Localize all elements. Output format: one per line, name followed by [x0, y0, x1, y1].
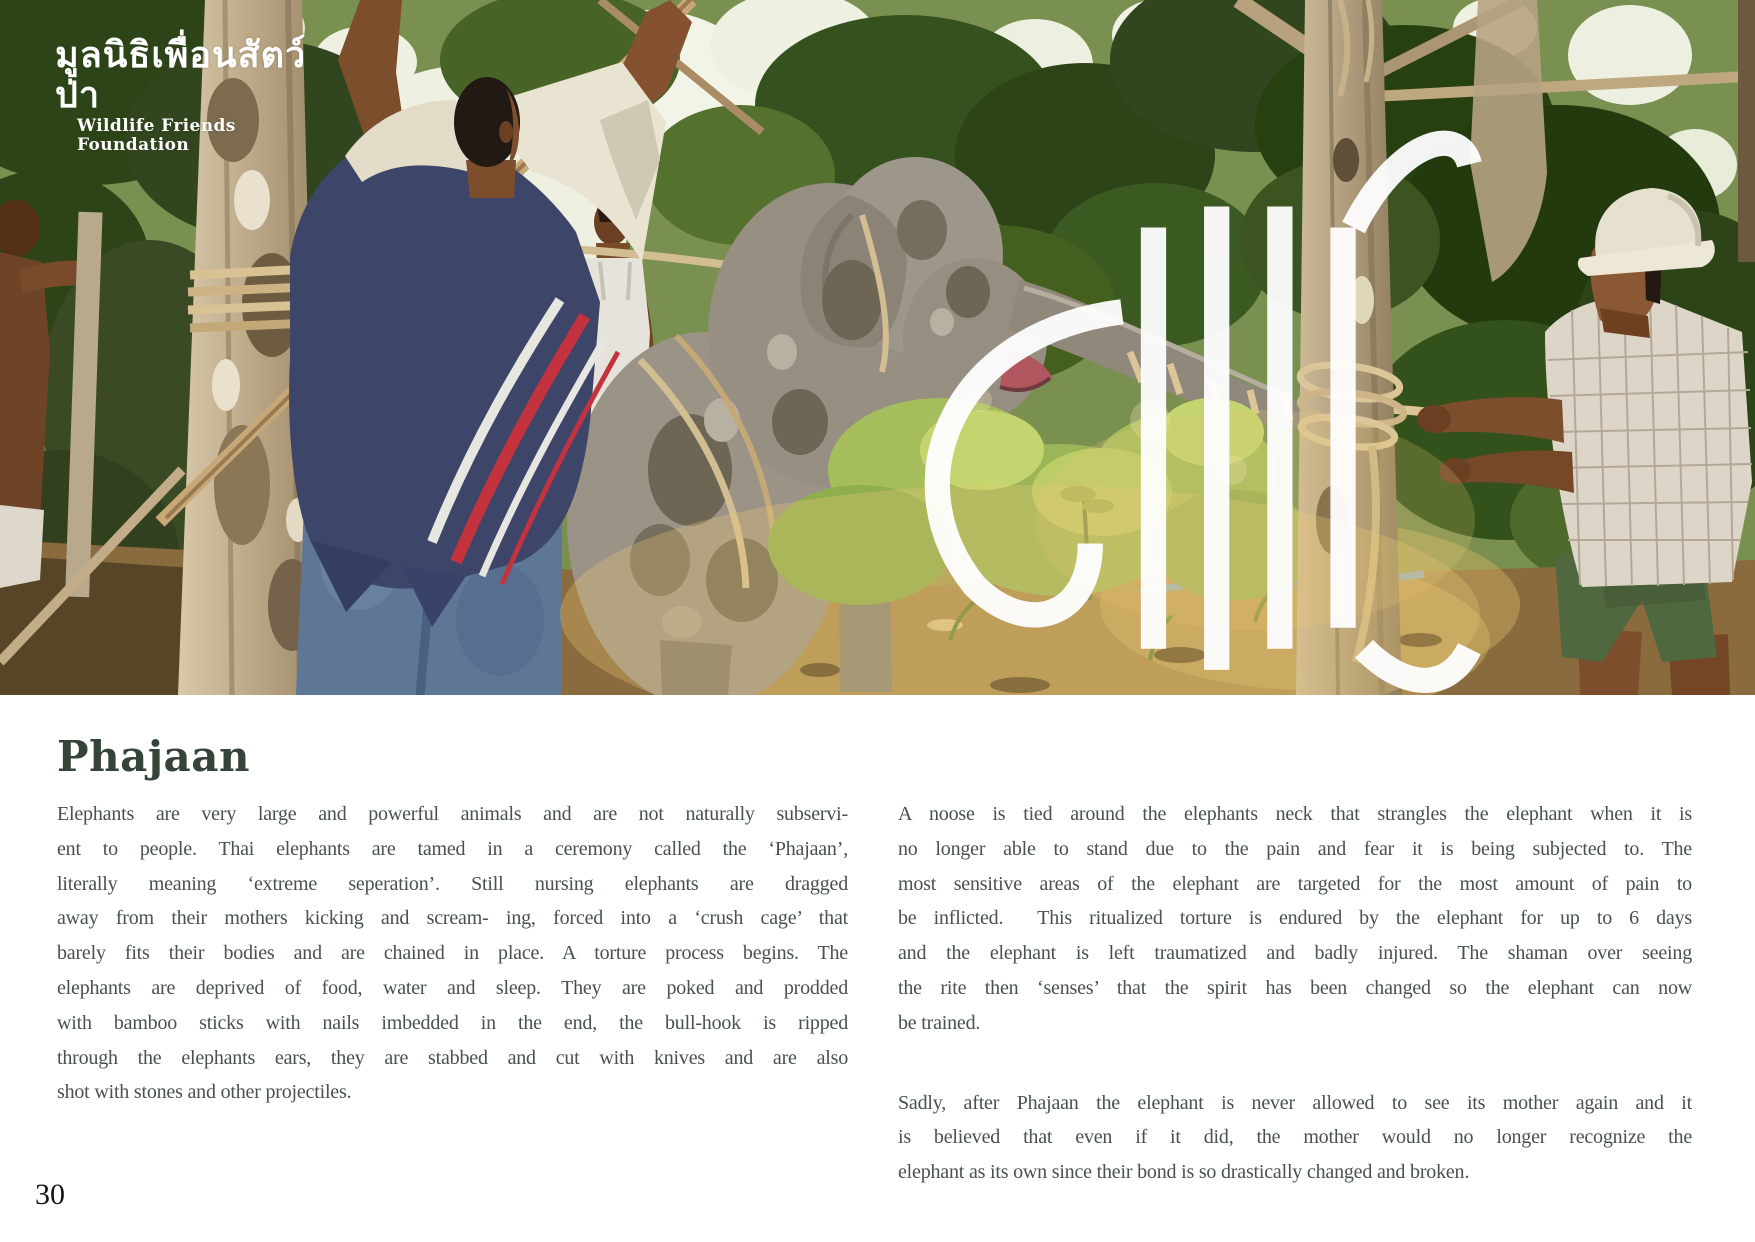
logo-english-name: Wildlife Friends Foundation: [77, 116, 236, 155]
paragraph: [57, 797, 848, 1110]
text-line: away from their mothers kicking and scream- ing, forced into a ‘crush cage’ that: [57, 907, 848, 930]
wfft-logo: [55, 36, 1755, 695]
text-line: Elephants are very large and powerful animals and are not naturally subservi-: [57, 803, 848, 825]
elephant-logo-icon: [336, 38, 1755, 695]
page-number: 30: [35, 1178, 65, 1211]
text-line: A noose is tied around the elephants neck that strangles the elephant when it is: [898, 803, 1692, 825]
text-line: Sadly, after Phajaan the elephant is never allowed to see its mother again and it: [898, 1091, 1692, 1114]
text-line: shot with stones and other projectiles.: [57, 1081, 352, 1104]
text-line: most sensitive areas of the elephant are targeted for the most amount of pain to: [898, 872, 1692, 895]
text-line: be inflicted. This ritualized torture is endured by the elephant for up to 6 days: [898, 907, 1692, 930]
text-line: be trained.: [898, 1011, 981, 1034]
paragraph: [898, 1086, 1692, 1190]
paragraph: [898, 797, 1692, 1041]
text-line: with bamboo sticks with nails imbedded in the end, the bull-hook is ripped: [57, 1011, 848, 1034]
text-line: through the elephants ears, they are stabbed and cut with knives and are also: [57, 1046, 848, 1069]
text-line: ent to people. Thai elephants are tamed in a ceremony called the ‘Phajaan’,: [57, 837, 848, 860]
text-line: is believed that even if it did, the mother would no longer recognize the: [898, 1126, 1692, 1149]
article-columns: [57, 797, 1692, 1190]
text-line: elephants are deprived of food, water and sleep. They are poked and prodded: [57, 976, 848, 999]
logo-text-block: [55, 36, 330, 155]
logo-thai-name: มูลนิธิเพื่อนสัตว์ป่า: [55, 35, 307, 116]
text-line: the rite then ‘senses’ that the spirit has been changed so the elephant can now: [898, 976, 1692, 999]
text-line: and the elephant is left traumatized and badly injured. The shaman over seeing: [898, 942, 1692, 965]
text-line: no longer able to stand due to the pain and fear it is being subjected to. The: [898, 837, 1692, 860]
article-column-right: [898, 797, 1692, 1190]
text-line: elephant as its own since their bond is so drastically changed and broken.: [898, 1161, 1470, 1184]
page-title: Phajaan: [57, 732, 250, 781]
text-line: barely fits their bodies and are chained in place. A torture process begins. The: [57, 942, 848, 965]
text-line: literally meaning ‘extreme seperation’. Still nursing elephants are dragged: [57, 872, 848, 895]
article-column-left: [57, 797, 848, 1190]
article-section: [0, 695, 1755, 1242]
